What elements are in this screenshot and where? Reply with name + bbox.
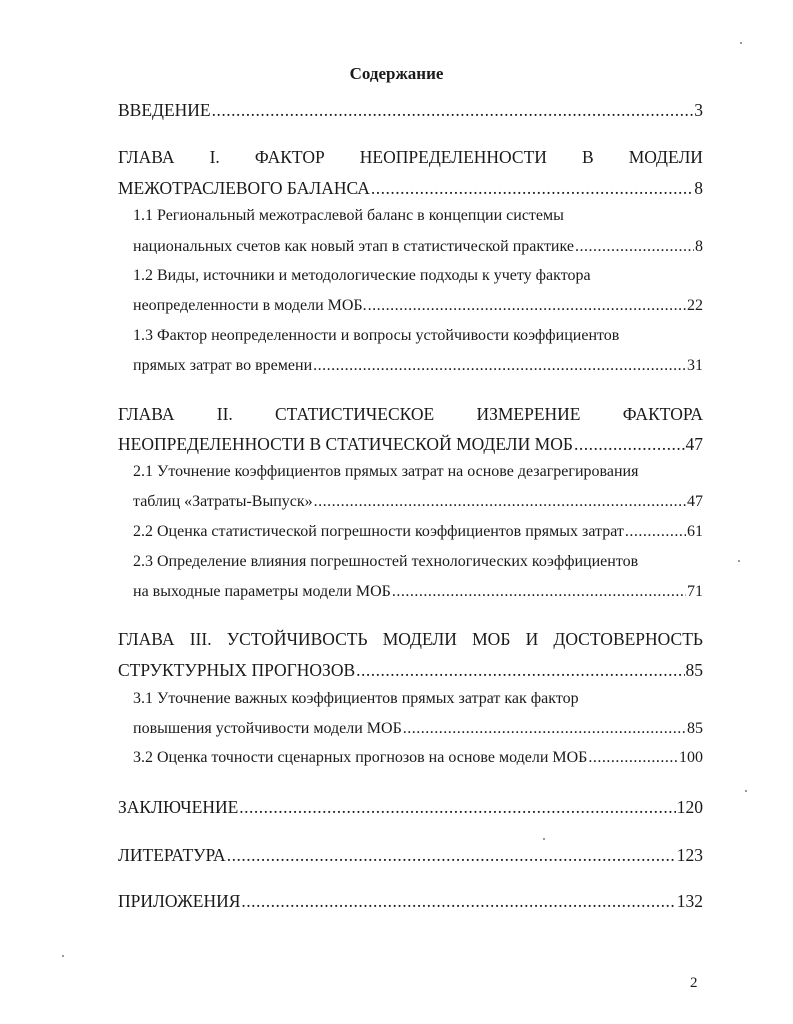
toc-page: 71 <box>687 583 703 600</box>
heading-word: МОДЕЛИ <box>628 147 703 167</box>
toc-page: 8 <box>695 238 703 255</box>
toc-page: 8 <box>694 178 703 198</box>
toc-page: 120 <box>676 797 703 817</box>
heading-word: СТАТИСТИЧЕСКОЕ <box>275 404 435 424</box>
toc-page: 85 <box>687 720 703 737</box>
leader-dots <box>314 493 686 511</box>
toc-label: на выходные параметры модели МОБ <box>133 583 391 600</box>
heading-word: НЕОПРЕДЕЛЕННОСТИ <box>359 147 547 167</box>
page-number: 2 <box>690 975 698 991</box>
chapter-3-heading[interactable] <box>118 629 703 650</box>
chapter-2-heading[interactable] <box>118 404 703 425</box>
section-3-1-line1: 3.1 Уточнение важных коэффициентов прямых затрат как фактор <box>133 690 579 707</box>
toc-label: 2.2 Оценка статистической погрешности коэффициентов прямых затрат <box>133 523 624 540</box>
toc-entry-chapter-2[interactable] <box>118 434 703 455</box>
toc-page: 85 <box>685 660 703 680</box>
toc-page: 61 <box>687 523 703 540</box>
heading-word: В <box>581 147 594 167</box>
toc-entry-chapter-3[interactable] <box>118 660 703 681</box>
heading-word: УСТОЙЧИВОСТЬ <box>226 629 368 649</box>
toc-label: таблиц «Затраты-Выпуск» <box>133 493 313 510</box>
toc-label: национальных счетов как новый этап в статистической практике <box>133 238 574 255</box>
leader-dots <box>392 583 686 601</box>
toc-page: 100 <box>679 749 703 766</box>
toc-entry-section-3-1[interactable] <box>133 720 703 738</box>
heading-word: МОБ <box>472 629 511 649</box>
toc-entry-section-2-1[interactable] <box>133 493 703 511</box>
leader-dots <box>356 660 684 681</box>
heading-word: II. <box>216 404 233 424</box>
scan-speck <box>62 955 64 957</box>
toc-entry-section-2-2[interactable] <box>133 523 703 541</box>
heading-word: И <box>525 629 539 649</box>
toc-page: 22 <box>687 297 703 314</box>
leader-dots <box>313 357 686 375</box>
toc-label: ЗАКЛЮЧЕНИЕ <box>118 797 239 817</box>
leader-dots <box>371 178 693 199</box>
leader-dots <box>625 523 686 541</box>
heading-word: III. <box>189 629 212 649</box>
leader-dots <box>239 797 675 818</box>
toc-page: 132 <box>676 891 703 911</box>
toc-entry-intro[interactable] <box>118 100 703 121</box>
leader-dots <box>227 845 676 866</box>
scan-speck <box>740 42 742 44</box>
heading-word: I. <box>209 147 220 167</box>
heading-word: ГЛАВА <box>118 629 175 649</box>
toc-label: неопределенности в модели МОБ. <box>133 297 367 314</box>
toc-label: ПРИЛОЖЕНИЯ <box>118 891 241 911</box>
toc-label: прямых затрат во времени <box>133 357 313 374</box>
section-2-1-line1: 2.1 Уточнение коэффициентов прямых затрат на основе дезагрегирования <box>133 463 639 480</box>
leader-dots <box>574 434 685 455</box>
toc-label: СТРУКТУРНЫХ ПРОГНОЗОВ <box>118 660 356 680</box>
toc-label: МЕЖОТРАСЛЕВОГО БАЛАНСА <box>118 178 370 198</box>
heading-word: ГЛАВА <box>118 147 175 167</box>
leader-dots <box>575 238 694 256</box>
leader-dots <box>403 720 686 738</box>
leader-dots <box>212 100 694 121</box>
heading-word: ИЗМЕРЕНИЕ <box>476 404 581 424</box>
section-1-2-line1: 1.2 Виды, источники и методологические подходы к учету фактора <box>133 267 591 284</box>
toc-page: 3 <box>694 100 703 120</box>
scan-speck <box>738 560 740 562</box>
toc-entry-section-3-2[interactable] <box>133 749 703 767</box>
toc-page: 123 <box>676 845 703 865</box>
scan-speck <box>745 790 747 792</box>
toc-entry-section-1-3[interactable] <box>133 357 703 375</box>
toc-label: 3.2 Оценка точности сценарных прогнозов на основе модели МОБ <box>133 749 588 766</box>
toc-label: ЛИТЕРАТУРА <box>118 845 226 865</box>
toc-label: НЕОПРЕДЕЛЕННОСТИ В СТАТИЧЕСКОЙ МОДЕЛИ МОБ <box>118 434 573 454</box>
heading-word: ФАКТОР <box>254 147 325 167</box>
heading-word: МОДЕЛИ <box>382 629 457 649</box>
heading-word: ДОСТОВЕРНОСТЬ <box>553 629 703 649</box>
toc-entry-literature[interactable] <box>118 845 703 866</box>
section-1-1-line1: 1.1 Региональный межотраслевой баланс в концепции системы <box>133 207 564 224</box>
toc-entry-section-2-3[interactable] <box>133 583 703 601</box>
toc-entry-conclusion[interactable] <box>118 797 703 818</box>
scan-speck <box>543 838 545 840</box>
toc-page: 31 <box>687 357 703 374</box>
heading-word: ФАКТОРА <box>622 404 703 424</box>
section-1-3-line1: 1.3 Фактор неопределенности и вопросы устойчивости коэффициентов <box>133 327 620 344</box>
chapter-1-heading[interactable] <box>118 147 703 168</box>
toc-label: ВВЕДЕНИЕ <box>118 100 211 120</box>
leader-dots <box>368 297 686 315</box>
toc-label: повышения устойчивости модели МОБ <box>133 720 402 737</box>
toc-entry-section-1-2[interactable] <box>133 297 703 315</box>
heading-word: ГЛАВА <box>118 404 175 424</box>
toc-entry-chapter-1[interactable] <box>118 178 703 199</box>
toc-page: 47 <box>687 493 703 510</box>
section-2-3-line1: 2.3 Определение влияния погрешностей технологических коэффициентов <box>133 553 639 570</box>
toc-entry-section-1-1[interactable] <box>133 238 703 256</box>
page-title: Содержание <box>349 64 444 83</box>
toc-page: 47 <box>685 434 703 454</box>
leader-dots <box>588 749 678 767</box>
toc-entry-appendix[interactable] <box>118 891 703 912</box>
leader-dots <box>241 891 675 912</box>
